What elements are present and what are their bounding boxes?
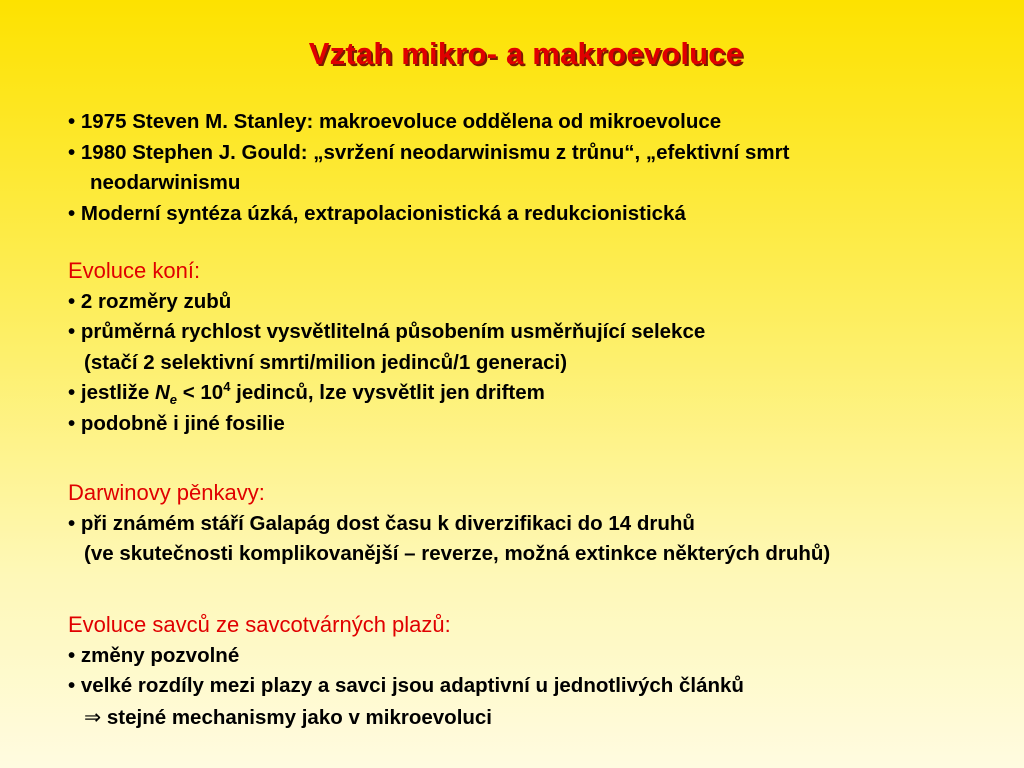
list-item: • podobně i jiné fosilie bbox=[68, 411, 285, 435]
list-item: • jestliže $N_e < 10^4$ jedinců, lze vysvětlit jen driftem bbox=[68, 379, 545, 408]
section-heading: Darwinovy pěnkavy: bbox=[68, 480, 265, 505]
mammals-section bbox=[68, 610, 744, 733]
list-item: • velké rozdíly mezi plazy a savci jsou adaptivní u jednotlivých článků bbox=[68, 674, 744, 697]
list-item: • Moderní syntéza úzká, extrapolacionistická a redukcionistická bbox=[68, 201, 686, 225]
implies-arrow-icon: ⇒ bbox=[84, 704, 102, 729]
list-item: • 2 rozměry zubů bbox=[68, 289, 232, 313]
section-heading: Evoluce koní: bbox=[68, 258, 201, 283]
slide-title: Vztah mikro- a makroevoluce bbox=[308, 36, 744, 71]
list-item: • 1980 Stephen J. Gould: „svržení neodarwinismu z trůnu“, „efektivní smrt bbox=[68, 140, 790, 164]
list-item-continuation: neodarwinismu bbox=[90, 171, 241, 194]
section-heading: Evoluce savců ze savcotvárných plazů: bbox=[68, 612, 451, 637]
list-item: • 1975 Steven M. Stanley: makroevoluce oddělena od mikroevoluce bbox=[68, 110, 722, 133]
list-item: • změny pozvolné bbox=[68, 643, 240, 667]
list-item: • průměrná rychlost vysvětlitelná působením usměrňující selekce bbox=[68, 320, 706, 343]
horses-section bbox=[68, 256, 705, 439]
list-item-note: (stačí 2 selektivní smrti/milion jedinců/1 generaci) bbox=[84, 350, 568, 374]
ne-symbol: $N_e$ bbox=[154, 381, 178, 408]
list-item: • při známém stáří Galapág dost času k diverzifikaci do 14 druhů bbox=[68, 511, 695, 535]
finches-section bbox=[68, 478, 830, 570]
list-item-conclusion: ⇒ stejné mechanismy jako v mikroevoluci bbox=[84, 704, 493, 729]
intro-list bbox=[68, 107, 789, 229]
list-item-note: (ve skutečnosti komplikovanější – reverze, možná extinkce některých druhů) bbox=[84, 542, 831, 565]
